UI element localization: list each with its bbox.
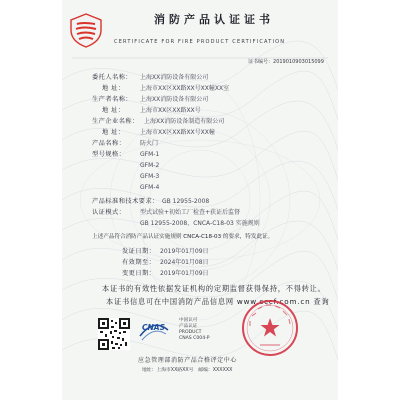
field-label-factory-address: 地 址： [102,129,125,136]
field-value-factory-address: 上海市XX区XX路XX号XX幢 [140,129,215,136]
issue-date-label: 发证日期： [122,248,156,255]
certificate-title: 消防产品认证证书 [154,13,274,26]
accreditation-block [179,318,210,342]
cnas-label: CNAS [142,323,165,332]
field-label-applicant: 委托人名称： [92,74,133,81]
accreditation-line-3: PRODUCT [179,330,202,335]
field-value-factory: 上海XX消防设备制造有限公司 [144,118,225,125]
field-value-applicant: 上海XX消防设备有限公司 [140,74,209,81]
issuer-address: 地址：上海市XX路XX号 邮编：XXXXXX [142,368,233,373]
certificate-sheet [62,0,338,400]
field-value-product-name: 防火门 [140,140,159,147]
model-extra-3: GFM-4 [140,184,160,191]
fire-flame-logo-icon [67,12,105,48]
field-value-applicant-address: 上海市XX区XX路XX号XX幢XX室 [140,85,230,92]
field-value-manufacturer: 上海XX消防设备有限公司 [140,96,209,103]
expiry-date-label: 有效期至： [122,259,156,266]
model-extra-1: GFM-2 [140,162,160,169]
accreditation-line-1: 中国认可 [179,318,198,323]
field-label-manufacturer: 生产者名称： [92,96,133,103]
certification-mode-value: 型式试验+初始工厂检查+获证后监督 [140,209,241,216]
accreditation-line-4: CNAS C004-P [179,336,210,341]
change-date-label: 变更日期： [122,270,156,277]
change-date-value: 2019年01月09日 [160,270,209,277]
field-label-product-name: 产品名称： [92,140,126,147]
certification-statement: 上述产品符合消防产品认证实施规则 CNCA-C18-03 的要求，特发此证。 [92,234,274,240]
standards-label: 产品标准和技术要求： [92,198,159,205]
field-value-manufacturer-address: 上海市XX区XX路XX号 [140,107,201,114]
footer-query-note: 本证书信息可在中国消防产品信息网 www.cccf.com.cn 查询 [106,297,330,306]
accreditation-line-2: 产品认证 [179,324,198,329]
field-value-model: GFM-1 [140,151,160,158]
footer-validity-note: 本证书的有效性依据发证机构的定期监督获得保持，不得转让。 [102,284,326,293]
qr-code-icon [98,318,130,350]
certificate-subtitle: CERTIFICATE FOR FIRE PRODUCT CERTIFICATION [114,39,286,45]
issue-date-value: 2019年01月09日 [160,248,209,255]
certification-mode-label: 认证模式： [92,209,126,216]
field-label-model: 型号规格： [92,151,126,158]
field-label-applicant-address: 地 址： [102,85,125,92]
certificate-number-value: 2019010903015099 [273,59,324,65]
official-seal-icon [240,298,300,358]
field-label-manufacturer-address: 地 址： [102,107,125,114]
expiry-date-value: 2024年01月08日 [160,259,209,266]
certification-rule-value: GB 12955-2008、CNCA-C18-03 实施规则 [140,220,260,227]
certificate-number-label: 证书编号： [248,59,274,65]
model-extra-2: GFM-3 [140,173,160,180]
issuing-authority: 应急管理部消防产品合格评定中心 [138,357,238,364]
field-label-factory: 生产企业名称： [92,118,139,125]
certificate-number [248,60,324,65]
standards-value: GB 12955-2008 [162,198,210,205]
